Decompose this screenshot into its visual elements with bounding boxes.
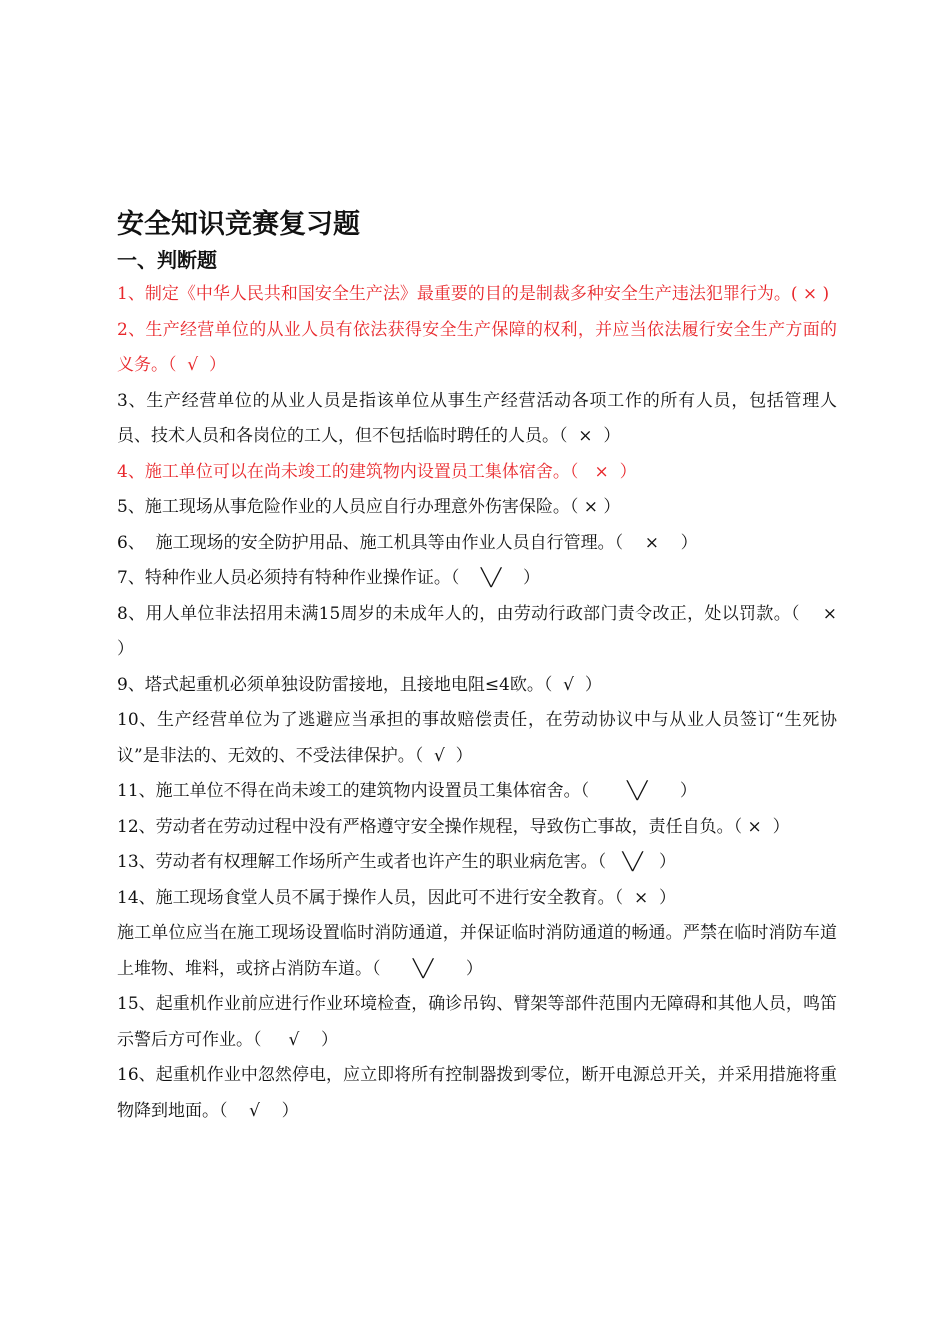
question-item-4: 4、施工单位可以在尚未竣工的建筑物内设置员工集体宿舍。（ × ） — [117, 461, 637, 482]
question-item-6: 6、 施工现场的安全防护用品、施工机具等由作业人员自行管理。（ × ） — [117, 532, 698, 553]
question-item-9: 9、塔式起重机必须单独设防雷接地，且接地电阻≤4欧。（ √ ） — [117, 674, 602, 695]
question-item-8: 8、用人单位非法招用未满15周岁的未成年人的，由劳动行政部门责令改正，处以罚款。（ × ） — [117, 603, 859, 659]
section-title: 一、判断题 — [117, 248, 217, 272]
question-item-7: 7、特种作业人员必须持有特种作业操作证。（ ╲╱ ） — [117, 568, 541, 588]
question-item-5: 5、施工现场从事危险作业的人员应自行办理意外伤害保险。（ × ） — [117, 497, 621, 517]
question-item-13: 13、劳动者有权理解工作场所产生或者也许产生的职业病危害。（ ╲╱ ） — [117, 852, 677, 872]
question-item-3: 3、生产经营单位的从业人员是指该单位从事生产经营活动各项工作的所有人员，包括管理人员、技术人员和各岗位的工人，但不包括临时聘任的人员。（ × ） — [117, 390, 837, 446]
question-item-unnumbered: 施工单位应当在施工现场设置临时消防通道，并保证临时消防通道的畅通。严禁在临时消防车道上堆物、堆料，或挤占消防车道。（ ╲╱ ） — [117, 923, 837, 979]
question-item-16: 16、起重机作业中忽然停电，应立即将所有控制器拨到零位，断开电源总开关，并采用措施将重物降到地面。（ √ ） — [117, 1065, 837, 1121]
question-item-11: 11、施工单位不得在尚未竣工的建筑物内设置员工集体宿舍。（ ╲╱ ） — [117, 781, 697, 801]
document-title: 安全知识竞赛复习题 — [117, 209, 360, 240]
question-item-2: 2、生产经营单位的从业人员有依法获得安全生产保障的权利，并应当依法履行安全生产方面的义务。（ √ ） — [117, 319, 837, 375]
question-item-12: 12、劳动者在劳动过程中没有严格遵守安全操作规程，导致伤亡事故，责任自负。（ × ） — [117, 816, 790, 837]
document-page — [117, 205, 859, 1129]
question-item-14: 14、施工现场食堂人员不属于操作人员，因此可不进行安全教育。（ × ） — [117, 887, 676, 908]
question-item-1: 1、制定《中华人民共和国安全生产法》最重要的目的是制裁多种安全生产违法犯罪行为。( × ) — [117, 284, 830, 304]
question-item-15: 15、起重机作业前应进行作业环境检查，确诊吊钩、臂架等部件范围内无障碍和其他人员，鸣笛示警后方可作业。（ √ ） — [117, 994, 837, 1050]
question-item-10: 10、生产经营单位为了逃避应当承担的事故赔偿责任，在劳动协议中与从业人员签订“生死协议”是非法的、无效的、不受法律保护。（ √ ） — [117, 710, 837, 766]
